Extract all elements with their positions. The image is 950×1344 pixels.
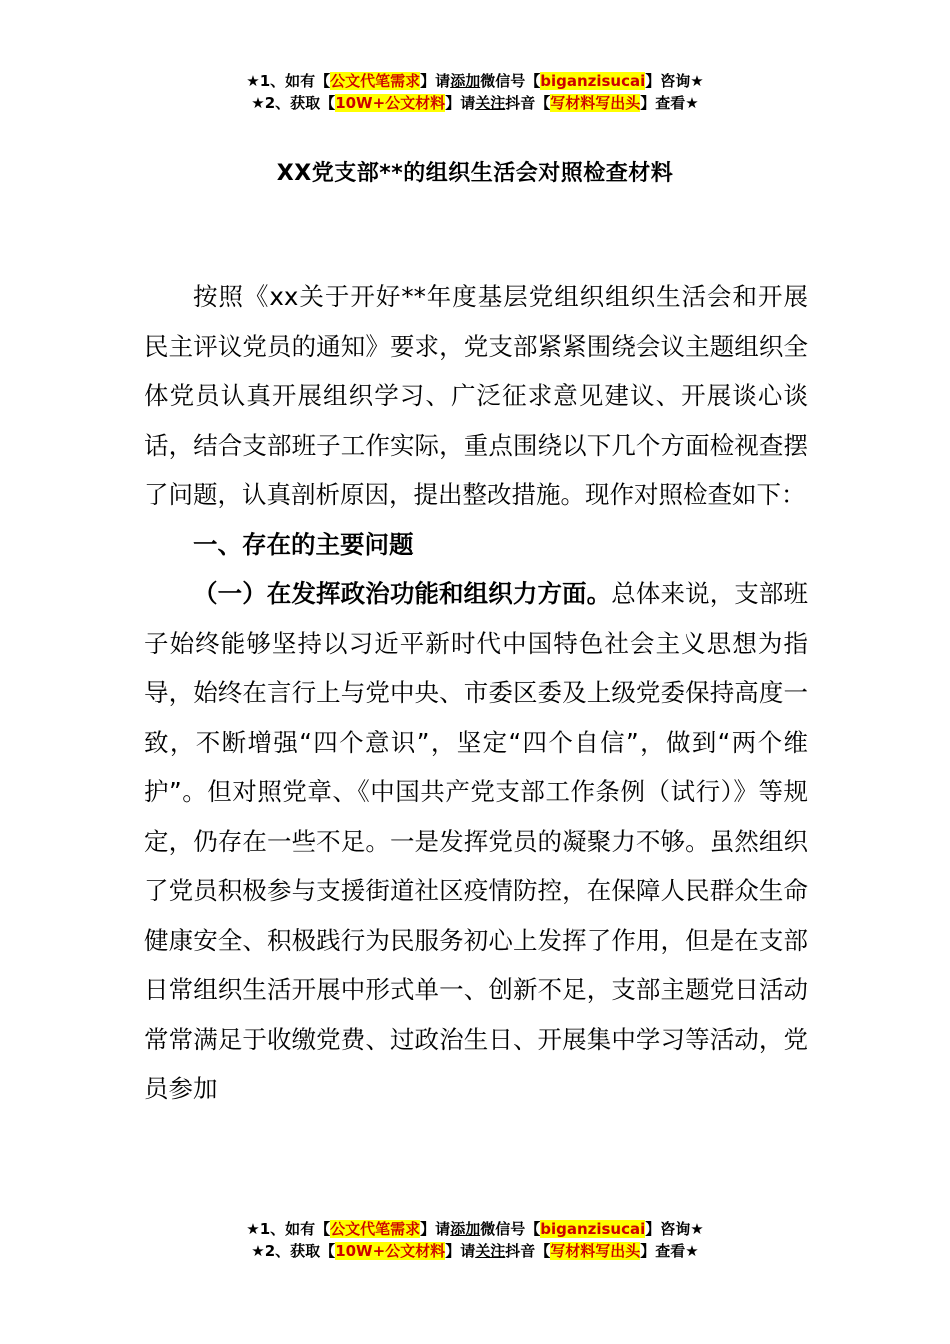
banner-line-1 (0, 70, 950, 92)
banner-highlight: 10W+公文材料 (335, 94, 446, 112)
footer-banner (0, 1218, 950, 1262)
banner-text: ★1、如有【 (246, 1220, 331, 1238)
banner-line-2 (0, 92, 950, 114)
banner-highlight: 写材料写出头 (550, 94, 641, 112)
section-paragraph (144, 569, 808, 1114)
banner-text: 】咨询★ (645, 72, 704, 90)
banner-text: 】查看★ (640, 1242, 699, 1260)
banner-underline: 关注 (475, 94, 506, 112)
banner-text: 】请 (445, 94, 476, 112)
banner-highlight: biganzisucai (540, 72, 646, 90)
document-body (144, 272, 808, 1114)
banner-text: 】查看★ (640, 94, 699, 112)
banner-line-2 (0, 1240, 950, 1262)
banner-highlight: 公文代笔需求 (330, 72, 421, 90)
banner-highlight: 公文代笔需求 (330, 1220, 421, 1238)
banner-text: 抖音【 (505, 94, 551, 112)
banner-text: 】请 (420, 1220, 451, 1238)
header-banner (0, 70, 950, 114)
paragraph-lead: （一）在发挥政治功能和组织力方面。 (193, 579, 612, 608)
banner-underline: 添加 (450, 1220, 481, 1238)
paragraph-body: 总体来说，支部班子始终能够坚持以习近平新时代中国特色社会主义思想为指导，始终在言行上与党中央、市委区委及上级党委保持高度一致，不断增强“四个意识”，坚定“四个自信”，做到“两个维护”。但对照党章、《中国共产党支部工作条例（试行）》等规定，仍存在一些不足。一是发挥党员的凝聚力不够。虽然组织了党员积极参与支援街道社区疫情防控，在保障人民群众生命健康安全、积极践行为民服务初心上发挥了作用，但是在支部日常组织生活开展中形式单一、创新不足，支部主题党日活动常常满足于收缴党费、过政治生日、开展集中学习等活动，党员参加 (144, 579, 809, 1103)
banner-highlight: 写材料写出头 (550, 1242, 641, 1260)
banner-underline: 关注 (475, 1242, 506, 1260)
banner-text: 】请 (445, 1242, 476, 1260)
banner-text: ★2、获取【 (251, 94, 336, 112)
banner-text: 微信号【 (480, 72, 541, 90)
document-title: XX党支部**的组织生活会对照检查材料 (276, 161, 674, 186)
banner-line-1 (0, 1218, 950, 1240)
banner-text: 】请 (420, 72, 451, 90)
intro-paragraph: 按照《xx关于开好**年度基层党组织组织生活会和开展民主评议党员的通知》要求，党支部紧紧围绕会议主题组织全体党员认真开展组织学习、广泛征求意见建议、开展谈心谈话，结合支部班子工作实际，重点围绕以下几个方面检视查摆了问题，认真剖析原因，提出整改措施。现作对照检查如下： (144, 282, 808, 509)
banner-text: 微信号【 (480, 1220, 541, 1238)
banner-underline: 添加 (450, 72, 481, 90)
banner-text: 抖音【 (505, 1242, 551, 1260)
banner-text: ★2、获取【 (251, 1242, 336, 1260)
banner-highlight: biganzisucai (540, 1220, 646, 1238)
banner-highlight: 10W+公文材料 (335, 1242, 446, 1260)
section-heading: 一、存在的主要问题 (193, 529, 414, 559)
banner-text: 】咨询★ (645, 1220, 704, 1238)
banner-text: ★1、如有【 (246, 72, 331, 90)
